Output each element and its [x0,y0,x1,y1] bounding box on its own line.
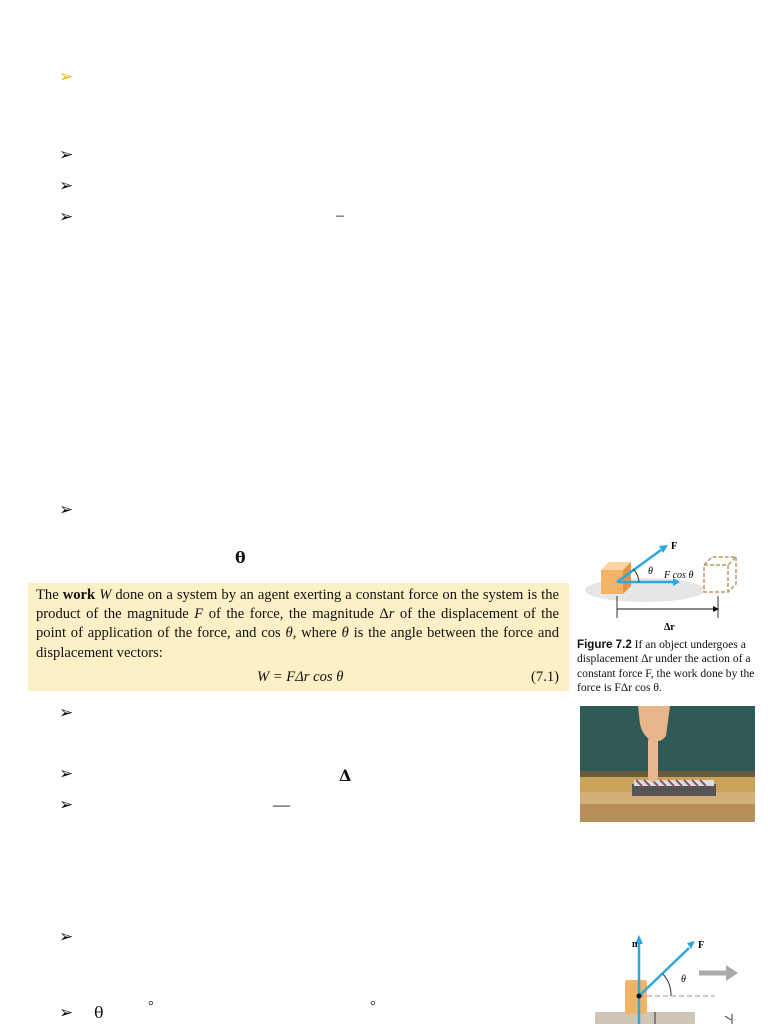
figure-7-2-diagram [583,536,765,636]
eraser-icon [632,780,716,796]
applied-force-label: F [698,940,705,951]
bullet-marker: ➢ [59,207,74,227]
work-definition-box [28,583,569,691]
figure-7-2-caption [577,638,763,696]
bullet-marker: ➢ [59,1003,74,1023]
dash-symbol: — [273,795,290,814]
normal-force-label: n [632,939,638,950]
bullet-marker: ➢ [59,703,74,723]
bullet-marker: ➢ [59,67,74,87]
bullet-marker: ➢ [59,500,74,520]
block-force-figure [595,930,745,1024]
angle-label: θ [681,974,686,985]
theta-symbol: θ [235,548,246,567]
displacement-label: Δr [664,622,675,633]
angle-arc [663,974,671,996]
dash-symbol: – [336,207,344,224]
force-component-label: F cos θ [664,570,694,581]
equation-number: (7.1) [531,669,559,685]
caption-text: If an object undergoes a displacement Δr under the action of a constant force F, the work done by the force is FΔr cos θ. [577,638,755,695]
block-icon [625,980,647,1014]
degree-symbol: ° [370,999,376,1014]
bullet-marker: ➢ [59,145,74,165]
degree-symbol: ° [148,999,154,1014]
bullet-marker: ➢ [59,176,74,196]
bullet-marker: ➢ [59,927,74,947]
chalkboard-photo [580,706,755,822]
angle-label: θ [648,566,653,577]
applied-force-vector [639,948,689,996]
bullet-marker: ➢ [59,764,74,784]
theta-symbol: θ [94,1003,104,1022]
force-label: F [671,541,678,552]
displaced-block-outline [704,557,736,592]
caption-label: Figure 7.2 [577,638,632,651]
block-icon [601,562,631,594]
work-definition-text: The work W done on a system by an agent exerting a constant force on the system is the product of the magnitude F of the force, the magnitude Δr of the displacement of the point of application of the force, and cos θ, where θ is the angle between the force and displacement vectors: [36,587,560,661]
delta-symbol: Δ [339,766,352,785]
work-term: work [62,587,96,603]
bullet-marker: ➢ [59,795,74,815]
equation-formula: W = FΔr cos θ [257,669,344,685]
